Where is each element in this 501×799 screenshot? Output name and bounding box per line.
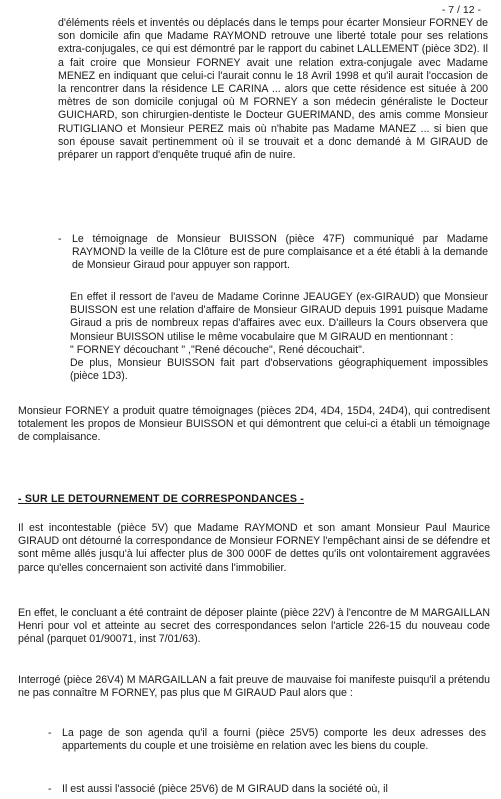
paragraph-aveu-main: En effet il ressort de l'aveu de Madame Corinne JEAUGEY (ex-GIRAUD) que Monsieur BUISSON est une relation d'affaire de Monsieur GIRAUD depuis 1991 puisque Madame Giraud a pris de nombreux repas d'affaires avec eux. D'ailleurs la Cours observera que Monsieur BUISSON utilise le même vocabulaire que M GIRAUD en mentionnant : [70,291,488,343]
bullet-dash: - [48,783,52,795]
paragraph-temoignages: Monsieur FORNEY a produit quatre témoignages (pièces 2D4, 4D4, 15D4, 24D4), qui contredisent totalement les propos de Monsieur BUISSON et qui démontrent que celui-ci a établi un témoignage de complaisance. [18,405,490,444]
list-item-associe [48,783,486,796]
bullet-dash: - [48,727,52,739]
list-item-text: La page de son agenda qu'il a fourni (pièce 25V5) comporte les deux adresses des appartements du couple et une troisième en relation avec les biens du couple. [62,727,486,753]
list-item-agenda [48,727,486,753]
paragraph-aveu [70,291,488,383]
list-item-text: Il est aussi l'associé (pièce 25V6) de M GIRAUD dans la société où, il [62,783,388,795]
list-item-temoignage [58,233,488,273]
paragraph-aveu-geo: De plus, Monsieur BUISSON fait part d'observations géographiquement impossibles (pièce 1D3). [70,357,488,383]
paragraph-plainte: En effet, le concluant a été contraint de déposer plainte (pièce 22V) à l'encontre de M MARGAILLAN Henri pour vol et atteinte au secret des correspondances selon l'article 226-15 du nouveau code pénal (parquet 01/90071, inst 7/01/63). [18,607,490,646]
bullet-dash: - [58,233,62,245]
paragraph-continuation: d'éléments réels et inventés ou déplacés dans le temps pour écarter Monsieur FORNEY de son domicile afin que Madame RAYMOND retrouve une liberté totale pour ses relations extra-conjugales, ce qui est démontré par le rapport du cabinet LALLEMENT (pièce 3D2). Il a fait croire que Monsieur FORNEY avait une relation extra-conjugale avec Madame MENEZ en indiquant que celui-ci l'aurait connu le 18 Avril 1998 et qu'il aurait l'occasion de la rencontrer dans la résidence LE CARINA ... alors que cette résidence est située à 200 mètres de son domicile conjugal où M FORNEY a son médecin généraliste le Docteur GUICHARD, son chirurgien-dentiste le Docteur GUERIMAND, des amis comme Monsieur RUTIGLIANO et Monsieur PEREZ mais où n'habite pas Madame MANEZ ... si bien que son épouse savait pertinemment où il se trouvait et a donc demandé à M GIRAUD de préparer un rapport d'enquête truqué afin de nuire. [58,17,488,162]
section-heading: - SUR LE DETOURNEMENT DE CORRESPONDANCES - [18,493,305,505]
paragraph-interroge: Interrogé (pièce 26V4) M MARGAILLAN a fait preuve de mauvaise foi manifeste puisqu'il a prétendu ne pas connaître M FORNEY, pas plus que M GIRAUD Paul alors que : [18,674,490,700]
list-item-text: Le témoignage de Monsieur BUISSON (pièce 47F) communiqué par Madame RAYMOND la veille de la Clôture est de pure complaisance et a été établi à la demande de Monsieur Giraud pour appuyer son rapport. [72,233,488,272]
page-number: - 7 / 12 - [441,4,481,16]
paragraph-incontestable: Il est incontestable (pièce 5V) que Madame RAYMOND et son amant Monsieur Paul Maurice GIRAUD ont détourné la correspondance de Monsieur FORNEY l'empêchant ainsi de se défendre et sont même allés jusqu'à lui affecter plus de 300 000F de dettes qu'ils ont volontairement aggravées parce qu'elles concernaient son activité dans l'immobilier. [18,522,490,574]
paragraph-aveu-quote: " FORNEY découchant " ,"René découche", René découchait". [70,343,365,356]
